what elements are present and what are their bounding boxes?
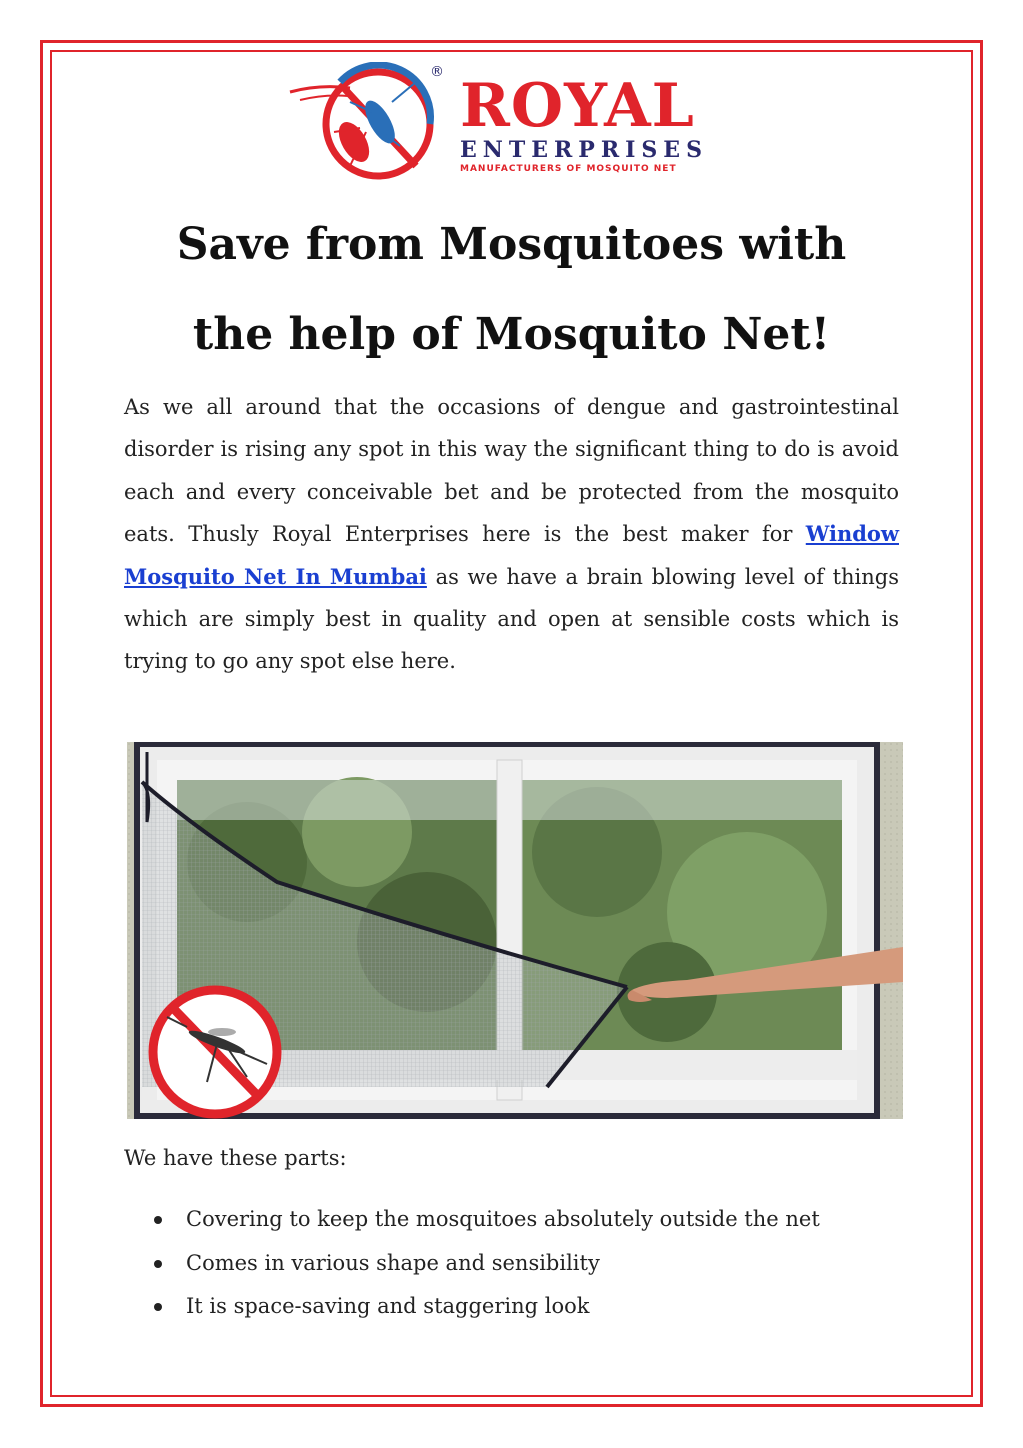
no-mosquito-icon: [153, 990, 277, 1114]
list-item: [152, 1285, 820, 1329]
title-line-2: the help of Mosquito Net!: [192, 309, 831, 360]
list-item: [152, 1198, 820, 1242]
list-item: [152, 1242, 820, 1286]
window-net-photo: [127, 742, 903, 1119]
paragraph-text-start: As we all around that the occasions of dengue and gastrointestinal disorder is rising any spot in this way the significant thing to do is avoid each and every conceivable bet and be protected from the mosquito eats. Thusly Royal Enterprises here is the best maker for: [124, 395, 899, 547]
parts-list: [152, 1198, 820, 1329]
brand-name: ROYAL: [460, 71, 695, 141]
title-line-1: Save from Mosquitoes with: [176, 219, 847, 270]
brand-text: [460, 71, 730, 174]
list-item-text: Covering to keep the mosquitoes absolutely outside the net: [186, 1207, 820, 1231]
brand-tagline: MANUFACTURERS OF MOSQUITO NET: [460, 164, 677, 174]
list-item-text: It is space-saving and staggering look: [186, 1294, 590, 1318]
bullet-icon: [154, 1260, 162, 1268]
mosquito-logo-icon: [280, 62, 450, 182]
intro-paragraph: [124, 386, 899, 683]
list-item-text: Comes in various shape and sensibility: [186, 1250, 600, 1275]
window-mosquito-net-link[interactable]: Window Mosquito Net In Mumbai: [124, 521, 899, 589]
page-title: [120, 200, 903, 380]
registered-mark: ®: [430, 64, 444, 80]
brand-subtitle: ENTERPRISES: [460, 137, 708, 163]
bullet-icon: [154, 1216, 162, 1224]
paragraph-text-end: as we have a brain blowing level of things which are simply best in quality and open at sensible costs which is trying to go any spot else here.: [124, 564, 899, 674]
parts-intro: We have these parts:: [124, 1146, 347, 1170]
bullet-icon: [154, 1303, 162, 1311]
